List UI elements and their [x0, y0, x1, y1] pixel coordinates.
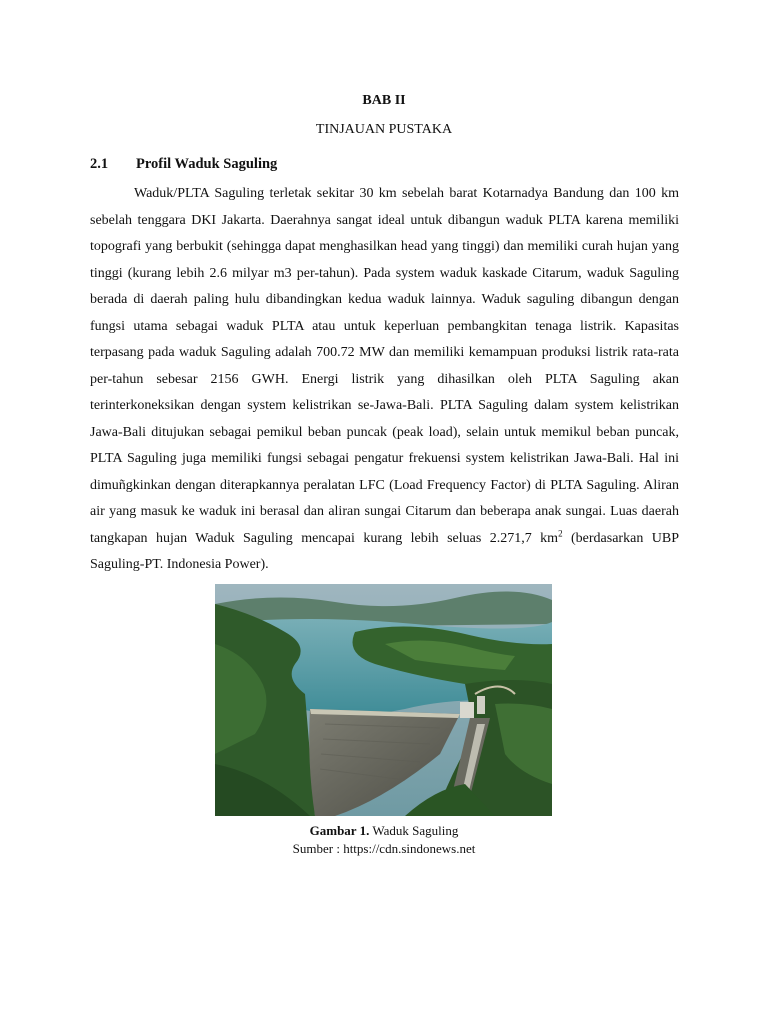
section-heading — [90, 156, 277, 173]
chapter-number: BAB II — [362, 93, 406, 108]
figure-label: Gambar 1. — [309, 823, 370, 838]
reservoir-photo-illustration — [215, 584, 552, 816]
reservoir-photo — [215, 584, 552, 816]
section-number: 2.1 — [90, 156, 109, 172]
paragraph-tail-text: (berdasarkan UBP Saguling-PT. Indonesia Power). — [90, 530, 679, 572]
superscript-2: 2 — [558, 527, 563, 538]
paragraph-main-text: Waduk/PLTA Saguling terletak sekitar 30 km sebelah barat Kotarnadya Bandung dan 100 km sebelah tenggara DKI Jakarta. Daerahnya sangat ideal untuk dibangun waduk PLTA karena memiliki topografi yang berbukit (sehingga dapat menghasilkan head yang tinggi) dan memiliki curah hujan yang tinggi (kurang lebih 2.6 milyar m3 per-tahun). Pada system waduk kaskade Citarum, waduk Saguling berada di daerah paling hulu dibandingkan kedua waduk lainnya. Waduk saguling dibangun dengan fungsi utama sebagai waduk PLTA atau untuk keperluan pembangkitan tenaga listrik. Kapasitas terpasang pada waduk Saguling adalah 700.72 MW dan memiliki kemampuan produksi listrik rata-rata per-tahun sebesar 2156 GWH. Energi listrik yang dihasilkan oleh PLTA Saguling akan terinterkoneksikan dengan system kelistrikan se-Jawa-Bali. PLTA Saguling dalam system kelistrikan Jawa-Bali ditujukan sebagai pemikul beban puncak (peak load), selain untuk memikul beban puncak, PLTA Saguling juga memiliki fungsi sebagai pengatur frekuensi system kelistrikan Jawa-Bali. Hal ini dimuñgkinkan dengan diterapkannya peralatan LFC (Load Frequency Factor) di PLTA Saguling. Aliran air yang masuk ke waduk ini berasal dan aliran sungai Citarum dan beberapa anak sungai. Luas daerah tangkapan hujan Waduk Saguling mencapai kurang lebih seluas 2.271,7 km — [90, 186, 679, 546]
section-title: Profil Waduk Saguling — [136, 156, 278, 172]
figure-caption — [0, 823, 768, 839]
body-paragraph — [90, 181, 679, 579]
figure-source: Sumber : https://cdn.sindonews.net — [292, 841, 476, 856]
chapter-title: TINJAUAN PUSTAKA — [315, 122, 453, 137]
figure-caption-text: Waduk Saguling — [369, 823, 459, 838]
